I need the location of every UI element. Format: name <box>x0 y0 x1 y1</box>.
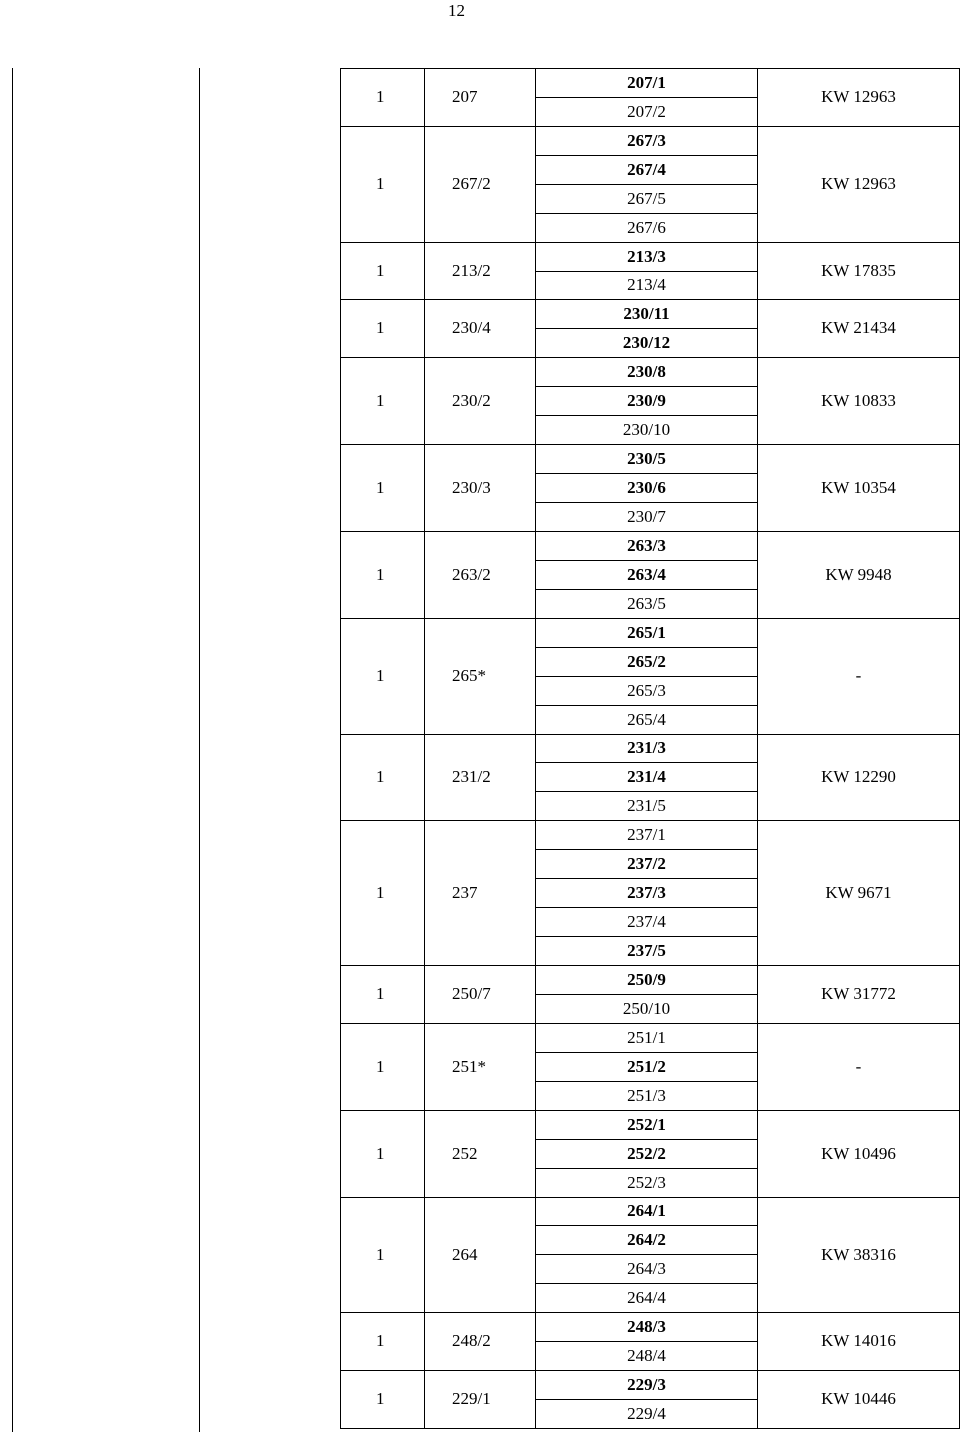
sub-plot-number: 237/1 <box>627 824 666 844</box>
sub-plot-number: 248/4 <box>627 1345 666 1365</box>
land-register-number: - <box>855 666 862 685</box>
sub-plot-number: 250/10 <box>622 998 671 1018</box>
sub-plot-number: 263/5 <box>627 593 666 613</box>
sub-plot-number: 251/1 <box>627 1027 666 1047</box>
plot-number: 230/3 <box>452 477 491 497</box>
land-register-number: KW 9671 <box>825 882 892 902</box>
plot-number: 251* <box>452 1056 486 1076</box>
sub-plot-number: 264/3 <box>627 1258 666 1278</box>
sub-plot-number: 237/2 <box>627 853 666 873</box>
sub-plot-number: 250/9 <box>627 969 666 989</box>
land-register-number: KW 17835 <box>821 260 896 280</box>
left-column-line <box>12 68 13 1432</box>
land-register-number: KW 12290 <box>821 767 896 786</box>
sub-plot-number: 229/4 <box>627 1403 666 1423</box>
plot-number: 263/2 <box>452 564 491 584</box>
land-register-number: KW 12963 <box>821 87 896 106</box>
row-number: 1 <box>376 767 385 786</box>
land-register-number: KW 9948 <box>825 564 892 584</box>
plot-number: 265* <box>452 666 486 685</box>
plot-number: 230/4 <box>452 318 491 337</box>
sub-plot-number: 265/1 <box>627 622 666 642</box>
row-number: 1 <box>376 984 385 1003</box>
sub-plot-number: 207/1 <box>627 72 666 92</box>
row-number: 1 <box>376 1244 385 1264</box>
sub-plot-number: 230/6 <box>627 477 666 497</box>
land-register-number: KW 10496 <box>821 1143 896 1163</box>
plot-number: 207 <box>452 87 478 106</box>
row-number: 1 <box>376 882 385 902</box>
plot-number: 250/7 <box>452 984 491 1003</box>
plot-number: 229/1 <box>452 1389 491 1408</box>
sub-plot-number: 230/9 <box>627 390 666 410</box>
second-column-line <box>199 68 200 1432</box>
row-number: 1 <box>376 260 385 280</box>
sub-plot-number: 267/6 <box>627 217 666 237</box>
row-number: 1 <box>376 174 385 193</box>
plot-number: 264 <box>452 1244 478 1264</box>
land-register-number: KW 12963 <box>821 174 896 193</box>
plot-number: 231/2 <box>452 767 491 786</box>
sub-plot-number: 231/4 <box>627 766 666 786</box>
sub-plot-number: 248/3 <box>627 1316 666 1336</box>
land-register-number: KW 10354 <box>821 477 896 497</box>
plot-number: 230/2 <box>452 390 491 410</box>
row-number: 1 <box>376 1389 385 1408</box>
sub-plot-number: 237/4 <box>627 911 666 931</box>
sub-plot-number: 207/2 <box>627 101 666 121</box>
sub-plot-number: 230/10 <box>622 419 671 439</box>
sub-plot-number: 264/1 <box>627 1201 666 1220</box>
land-register-number: KW 10833 <box>821 390 896 410</box>
sub-plot-number: 264/2 <box>627 1229 666 1249</box>
row-number: 1 <box>376 564 385 584</box>
sub-plot-number: 230/7 <box>627 506 666 526</box>
sub-plot-number: 267/3 <box>627 130 666 150</box>
plot-number: 248/2 <box>452 1331 491 1350</box>
sub-plot-number: 267/5 <box>627 188 666 208</box>
row-number: 1 <box>376 1056 385 1076</box>
plot-number: 237 <box>452 882 478 902</box>
row-number: 1 <box>376 1143 385 1163</box>
land-register-number: KW 10446 <box>821 1389 896 1408</box>
sub-plot-number: 265/3 <box>627 680 666 700</box>
sub-plot-number: 251/2 <box>627 1056 666 1076</box>
sub-plot-number: 229/3 <box>627 1374 666 1394</box>
row-number: 1 <box>376 477 385 497</box>
sub-plot-number: 263/4 <box>627 564 666 584</box>
row-number: 1 <box>376 87 385 106</box>
sub-plot-number: 265/2 <box>627 651 666 671</box>
land-register-number: KW 21434 <box>821 318 896 337</box>
land-register-number: KW 31772 <box>821 984 896 1003</box>
land-register-number: KW 38316 <box>821 1244 896 1264</box>
sub-plot-number: 251/3 <box>627 1085 666 1105</box>
sub-plot-number: 263/3 <box>627 535 666 555</box>
sub-plot-number: 267/4 <box>627 159 666 179</box>
row-divider <box>340 1428 960 1429</box>
sub-plot-number: 230/5 <box>627 448 666 468</box>
row-number: 1 <box>376 1331 385 1350</box>
plot-number: 267/2 <box>452 174 491 193</box>
sub-plot-number: 252/3 <box>627 1172 666 1192</box>
sub-plot-number: 237/3 <box>627 882 666 902</box>
sub-plot-number: 264/4 <box>627 1287 666 1307</box>
sub-plot-number: 252/1 <box>627 1114 666 1134</box>
sub-plot-number: 230/8 <box>627 361 666 381</box>
row-number: 1 <box>376 666 385 685</box>
sub-plot-number: 231/3 <box>627 738 666 757</box>
sub-plot-number: 230/11 <box>623 303 670 323</box>
page-number: 12 <box>448 1 465 20</box>
sub-plot-number: 237/5 <box>627 940 666 960</box>
sub-plot-number: 252/2 <box>627 1143 666 1163</box>
sub-plot-number: 213/4 <box>627 275 666 294</box>
sub-plot-number: 230/12 <box>622 332 671 352</box>
sub-plot-number: 231/5 <box>627 795 666 815</box>
plot-number: 213/2 <box>452 260 491 280</box>
row-number: 1 <box>376 390 385 410</box>
land-register-number: KW 14016 <box>821 1331 896 1350</box>
sub-plot-number: 213/3 <box>627 246 666 266</box>
land-register-number: - <box>855 1056 862 1076</box>
plot-number: 252 <box>452 1143 478 1163</box>
sub-plot-number: 265/4 <box>627 709 666 729</box>
row-number: 1 <box>376 318 385 337</box>
